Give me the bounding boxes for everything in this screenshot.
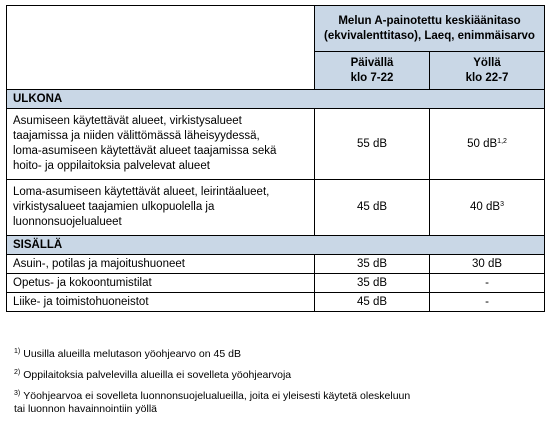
row-description: Opetus- ja kokoontumistilat bbox=[7, 274, 315, 293]
description-line: luonnonsuojelualueet bbox=[13, 216, 122, 228]
footnote-mark: 1) bbox=[14, 348, 21, 355]
row-description: Liike- ja toimistohuoneistot bbox=[7, 293, 315, 312]
level-group-line-2: (ekvivalenttitaso), Laeq, enimmäisarvo bbox=[324, 29, 535, 42]
table-row bbox=[7, 293, 545, 312]
footnote-ref: 1,2 bbox=[497, 137, 507, 145]
row-description bbox=[7, 109, 315, 180]
description-line: taajamissa ja niiden välittömässä läheisyydessä, bbox=[13, 130, 260, 142]
night-value: 30 dB bbox=[430, 255, 545, 274]
day-value: 35 dB bbox=[315, 255, 430, 274]
night-value: - bbox=[430, 293, 545, 312]
row-description bbox=[7, 180, 315, 236]
night-value: 50 dB bbox=[467, 137, 498, 150]
footnote-1 bbox=[14, 345, 544, 361]
footnote-text: Uusilla alueilla melutason yöohjearvo on 45 dB bbox=[23, 348, 241, 360]
footnote-text: Oppilaitoksia palvelevilla alueilla ei sovelleta yöohjearvoja bbox=[23, 369, 292, 381]
night-label: Yöllä bbox=[473, 56, 501, 69]
description-line: loma-asumiseen käytettävät alueet taajamissa sekä bbox=[13, 145, 277, 157]
description-line: Loma-asumiseen käytettävät alueet, leirintäalueet, bbox=[13, 186, 270, 198]
description-line: hoito- ja oppilaitoksia palvelevat alueet bbox=[13, 160, 210, 172]
level-group-line-1: Melun A-painotettu keskiäänitaso bbox=[338, 14, 521, 27]
row-description: Asuin-, potilas ja majoitushuoneet bbox=[7, 255, 315, 274]
day-time: klo 7-22 bbox=[350, 71, 394, 84]
footnote-mark: 2) bbox=[14, 369, 21, 376]
footnotes bbox=[14, 345, 544, 421]
day-value: 35 dB bbox=[315, 274, 430, 293]
noise-limits-table bbox=[6, 5, 545, 312]
day-label: Päivällä bbox=[350, 56, 394, 69]
day-column-header bbox=[315, 52, 430, 90]
section-outdoor: ULKONA bbox=[7, 90, 545, 109]
footnote-2 bbox=[14, 366, 544, 382]
footnote-3 bbox=[14, 387, 544, 416]
description-line: virkistysalueet taajamien ulkopuolella ja bbox=[13, 201, 215, 213]
night-time: klo 22-7 bbox=[465, 71, 509, 84]
table-row bbox=[7, 109, 545, 180]
empty-header-cell bbox=[7, 6, 315, 90]
night-value: - bbox=[430, 274, 545, 293]
day-value: 55 dB bbox=[315, 109, 430, 180]
night-value: 40 dB bbox=[470, 201, 501, 213]
table-row bbox=[7, 274, 545, 293]
section-indoor: SISÄLLÄ bbox=[7, 236, 545, 255]
table-row bbox=[7, 180, 545, 236]
description-line: Asumiseen käytettävät alueet, virkistysalueet bbox=[13, 115, 242, 127]
table-row bbox=[7, 255, 545, 274]
footnote-mark: 3) bbox=[14, 390, 21, 397]
footnote-text: Yöohjearvoa ei sovelleta luonnonsuojelualueilla, joita ei yleisesti käytetä oleskeluun bbox=[23, 390, 411, 402]
night-value-cell bbox=[430, 109, 545, 180]
footnote-ref: 3 bbox=[500, 201, 504, 208]
night-value-cell bbox=[430, 180, 545, 236]
night-column-header bbox=[430, 52, 545, 90]
day-value: 45 dB bbox=[315, 293, 430, 312]
level-group-header bbox=[315, 6, 545, 52]
day-value: 45 dB bbox=[315, 180, 430, 236]
footnote-text-continued: tai luonnon havainnointiin yöllä bbox=[14, 403, 158, 415]
